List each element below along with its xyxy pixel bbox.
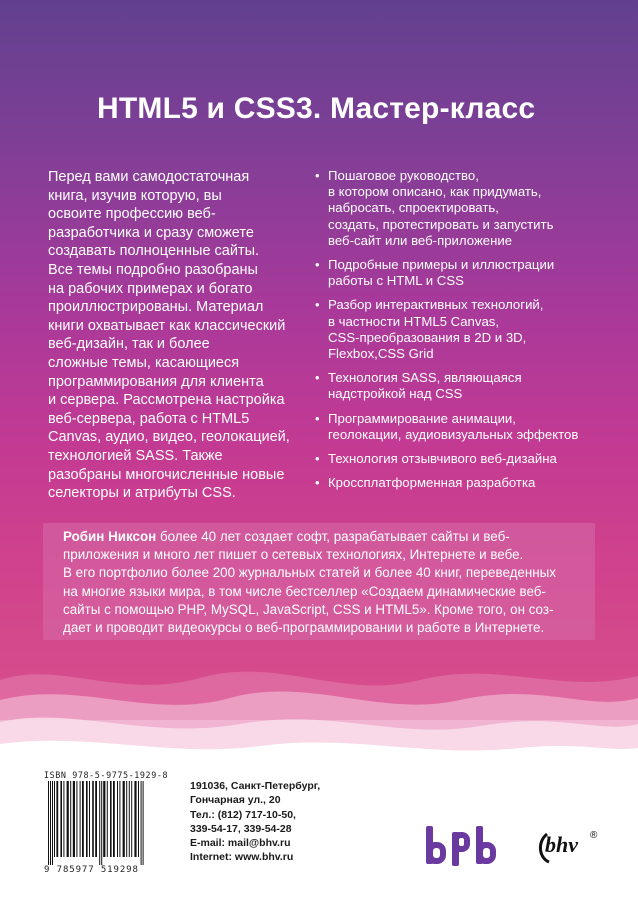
barcode-bar <box>131 781 132 857</box>
feature-line: Технология отзывчивого веб-дизайна <box>328 451 557 467</box>
bullet-icon: • <box>315 370 320 386</box>
address-line: Internet: www.bhv.ru <box>190 851 294 864</box>
barcode-bar <box>54 781 55 857</box>
barcode-bar <box>63 781 64 857</box>
description-line: программирования для клиента <box>48 373 264 390</box>
book-title: HTML5 и CSS3. Мастер-класс <box>97 92 536 125</box>
description-line: создавать полноценные сайты. <box>48 243 260 260</box>
bullet-icon: • <box>315 257 320 273</box>
description-line: веб-сервера, работа с HTML5 <box>48 410 250 427</box>
bullet-icon: • <box>315 475 320 491</box>
description-line: разобраны многочисленные новые <box>48 466 285 483</box>
description-line: на рабочих примерах и богато <box>48 280 253 297</box>
barcode-bar <box>86 781 88 857</box>
feature-item <box>313 257 613 289</box>
address-line: Тел.: (812) 717-10-50, <box>190 808 296 821</box>
feature-line: работы с HTML и CSS <box>328 273 464 289</box>
feature-line: набросать, спроектировать, <box>328 200 499 216</box>
feature-item <box>313 370 613 402</box>
barcode-bar <box>67 781 69 857</box>
barcode-bar <box>76 781 77 857</box>
author-bio-line: сайты с помощью PHP, MySQL, JavaScript, CSS и HTML5». Кроме того, он соз- <box>63 601 554 617</box>
feature-line: Кроссплатформенная разработка <box>328 475 536 491</box>
barcode-bar <box>50 781 51 865</box>
wave-decoration <box>0 640 638 770</box>
barcode-bar <box>80 781 81 857</box>
feature-list <box>313 168 613 499</box>
barcode-bar <box>143 781 144 865</box>
barcode-bar <box>129 781 130 857</box>
barcode-bar <box>141 781 142 865</box>
feature-line: надстройкой над CSS <box>328 386 463 402</box>
feature-item <box>313 411 613 443</box>
barcode-bar <box>95 781 97 857</box>
barcode-bar <box>123 781 125 857</box>
barcode-bar <box>60 781 62 857</box>
bullet-icon: • <box>315 410 320 426</box>
feature-line: Подробные примеры и иллюстрации <box>328 257 555 273</box>
description-line: селекторы и атрибуты CSS. <box>48 485 236 502</box>
description-line: книги охватывает как классический <box>48 317 286 334</box>
feature-item <box>313 168 613 249</box>
feature-line: Разбор интерактивных технологий, <box>328 297 544 313</box>
description-line: технологией SASS. Также <box>48 447 223 464</box>
barcode-bar <box>82 781 84 857</box>
address-line: 339-54-17, 339-54-28 <box>190 822 292 835</box>
publisher-address <box>190 779 320 865</box>
feature-item <box>313 451 613 467</box>
feature-item <box>313 297 613 362</box>
barcode-image <box>44 781 172 865</box>
author-bio-line: приложения и много лет пишет о сетевых технологиях, Интернете и вебе. <box>63 547 524 563</box>
feature-line: CSS-преобразования в 2D и 3D, <box>328 329 527 345</box>
barcode-bar <box>138 781 139 857</box>
address-line: Гончарная ул., 20 <box>190 794 281 807</box>
barcode-bar <box>101 781 102 865</box>
author-bio-line <box>63 528 578 546</box>
bpb-logo-icon <box>422 820 502 870</box>
barcode-bar <box>134 781 136 857</box>
barcode-bar <box>113 781 115 857</box>
description-line: Все темы подробно разобраны <box>48 261 258 278</box>
barcode-bar <box>48 781 49 865</box>
bullet-icon: • <box>315 451 320 467</box>
description-line: разработчика и сразу сможете <box>48 224 254 241</box>
description-line: веб-дизайн, так и более <box>48 336 210 353</box>
barcode-bar <box>73 781 75 857</box>
address-line: 191036, Санкт-Петербург, <box>190 780 321 792</box>
feature-line: Программирование анимации, <box>328 410 516 426</box>
barcode-bar <box>92 781 94 857</box>
feature-line: веб-сайт или веб-приложение <box>328 232 513 248</box>
bullet-icon: • <box>315 297 320 313</box>
author-bio-line: В его портфолио более 200 журнальных статей и более 40 книг, переведенных <box>63 565 556 581</box>
barcode-bar <box>117 781 118 857</box>
bhv-logo-icon <box>535 818 610 866</box>
feature-item <box>313 475 613 491</box>
author-name: Робин Никсон <box>63 529 157 544</box>
bullet-icon: • <box>315 168 320 183</box>
description-line: книга, изучив которую, вы <box>48 187 222 204</box>
author-bio-line: на многие языки мира, в том числе бестселлер «Создаем динамические веб- <box>63 583 546 599</box>
feature-line: Пошаговое руководство, <box>328 168 479 183</box>
barcode-bar <box>89 781 90 857</box>
description-line: освоите профессию веб- <box>48 206 216 223</box>
barcode-bar <box>70 781 71 857</box>
feature-line: Технология SASS, являющаяся <box>328 370 522 386</box>
description-line: и сервера. Рассмотрена настройка <box>48 392 285 409</box>
barcode-bar <box>103 781 105 857</box>
description-line: сложные темы, касающиеся <box>48 354 240 371</box>
feature-line: в котором описано, как придумать, <box>328 184 542 200</box>
description-line: Canvas, аудио, видео, геолокацией, <box>48 429 290 446</box>
barcode-bar <box>119 781 120 857</box>
registered-mark: ® <box>590 830 598 841</box>
author-bio <box>63 528 578 637</box>
barcode-bar <box>107 781 108 857</box>
book-description <box>48 168 303 503</box>
description-line: Перед вами самодостаточная <box>48 169 250 185</box>
barcode-bar <box>56 781 58 857</box>
barcode-digits: 9 785977 519298 <box>44 865 139 875</box>
feature-line: в частности HTML5 Canvas, <box>328 313 500 329</box>
author-bio-text: более 40 лет создает софт, разрабатывает сайты и веб- <box>156 529 510 544</box>
feature-line: геолокации, аудиовизуальных эффектов <box>328 426 579 442</box>
barcode-bar <box>126 781 127 857</box>
feature-line: создать, протестировать и запустить <box>328 216 554 232</box>
description-line: проиллюстрированы. Материал <box>48 299 264 316</box>
barcode-bar <box>110 781 112 857</box>
isbn-label: ISBN 978-5-9775-1929-8 <box>44 770 169 780</box>
author-bio-line: дает и проводит видеокурсы о веб-программировании и работе в Интернете. <box>63 620 545 636</box>
barcode-bar <box>52 781 53 865</box>
bhv-logo-text: bhv <box>545 832 578 857</box>
address-line: E-mail: mail@bhv.ru <box>190 837 291 850</box>
barcode-bar <box>99 781 100 865</box>
feature-line: Flexbox,CSS Grid <box>328 346 434 362</box>
